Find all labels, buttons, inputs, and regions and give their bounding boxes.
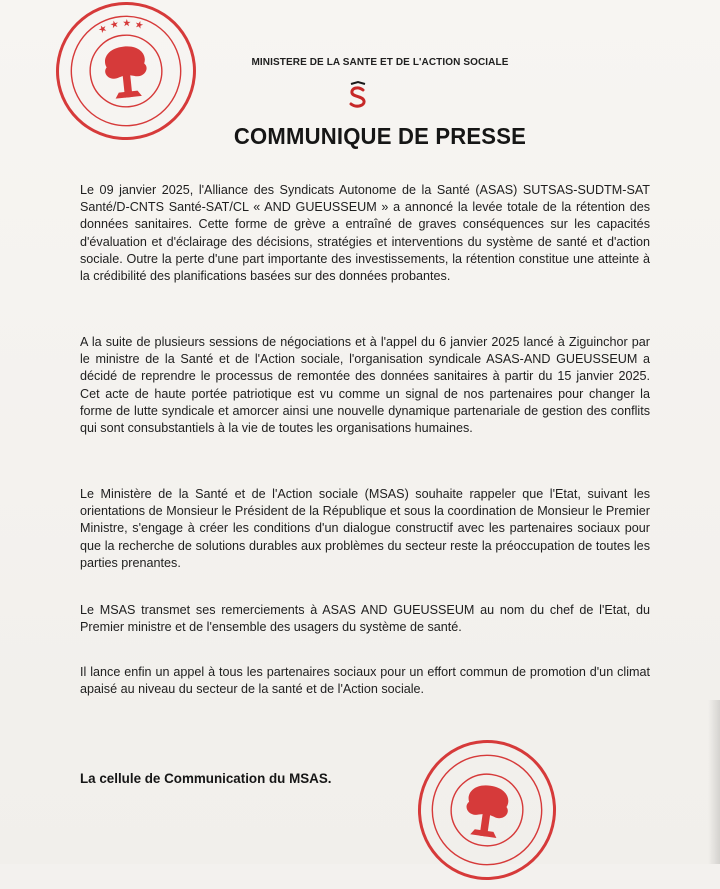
paragraph-3: Le Ministère de la Santé et de l'Action sociale (MSAS) souhaite rappeler que l'Etat, suivant les orientations de Monsieur le Président de la République et sous la coordination de Monsieur le Premier Ministre, s'engage à créer les conditions d'un dialogue constructif avec les partenaires sociaux pour que la recherche de solutions durables aux problèmes du secteur reste la préoccupation de toutes les parties prenantes. [80,487,650,570]
paragraph-1: Le 09 janvier 2025, l'Alliance des Syndicats Autonome de la Santé (ASAS) SUTSAS-SUDTM-SAT Santé/D-CNTS Santé-SAT/CL « AND GUEUSSEUM » a annoncé la levée totale de la rétention des données sanitaires. Cette forme de grève a entraîné de graves conséquences sur les capacités d'évaluation et d'éclairage des décisions, stratégies et interventions du système de santé et d'action sociale. Outre la perte d'une part importante des investissements, la rétention constitue une atteinte à la crédibilité des planifications basées sur des données probantes. [80,183,650,284]
svg-text:★ ★ ★ ★: ★ ★ ★ ★ [96,17,146,36]
ministry-logo-icon [346,80,370,108]
seal-graphic-bottom [412,734,561,885]
paragraph-4: Le MSAS transmet ses remerciements à ASAS AND GUEUSSEUM au nom du chef de l'Etat, du Premier ministre et de l'ensemble des usagers du système de santé. [80,603,650,635]
paragraph-2: A la suite de plusieurs sessions de négociations et à l'appel du 6 janvier 2025 lancé à Ziguinchor par le ministre de la Santé et de l'Action sociale, l'organisation syndicale ASAS-AND GUEUSSEUM a décidé de reprendre le processus de remontée des données sanitaires à partir du 15 janvier 2025. Cet acte de haute portée patriotique est vu comme un signal de nos partenaires pour changer la forme de lutte syndicale et amorcer ainsi une nouvelle dynamique partenariale de gestion des conflits qui sont consubstantiels à la vie de toutes les organisations humaines. [80,335,650,436]
official-seal-stamp-bottom [409,731,565,889]
ministry-header: MINISTERE DE LA SANTE ET DE L'ACTION SOCIALE [251,57,509,68]
page-edge-shadow [708,700,720,864]
paragraph-5: Il lance enfin un appel à tous les partenaires sociaux pour un effort commun de promotion d'un climat apaisé au niveau du secteur de la santé et de l'Action sociale. [80,665,650,697]
signature-line: La cellule de Communication du MSAS. [80,771,332,786]
page-title: COMMUNIQUE DE PRESSE [233,123,527,149]
baobab-tree-icon [463,783,511,839]
baobab-tree-icon [103,44,150,99]
